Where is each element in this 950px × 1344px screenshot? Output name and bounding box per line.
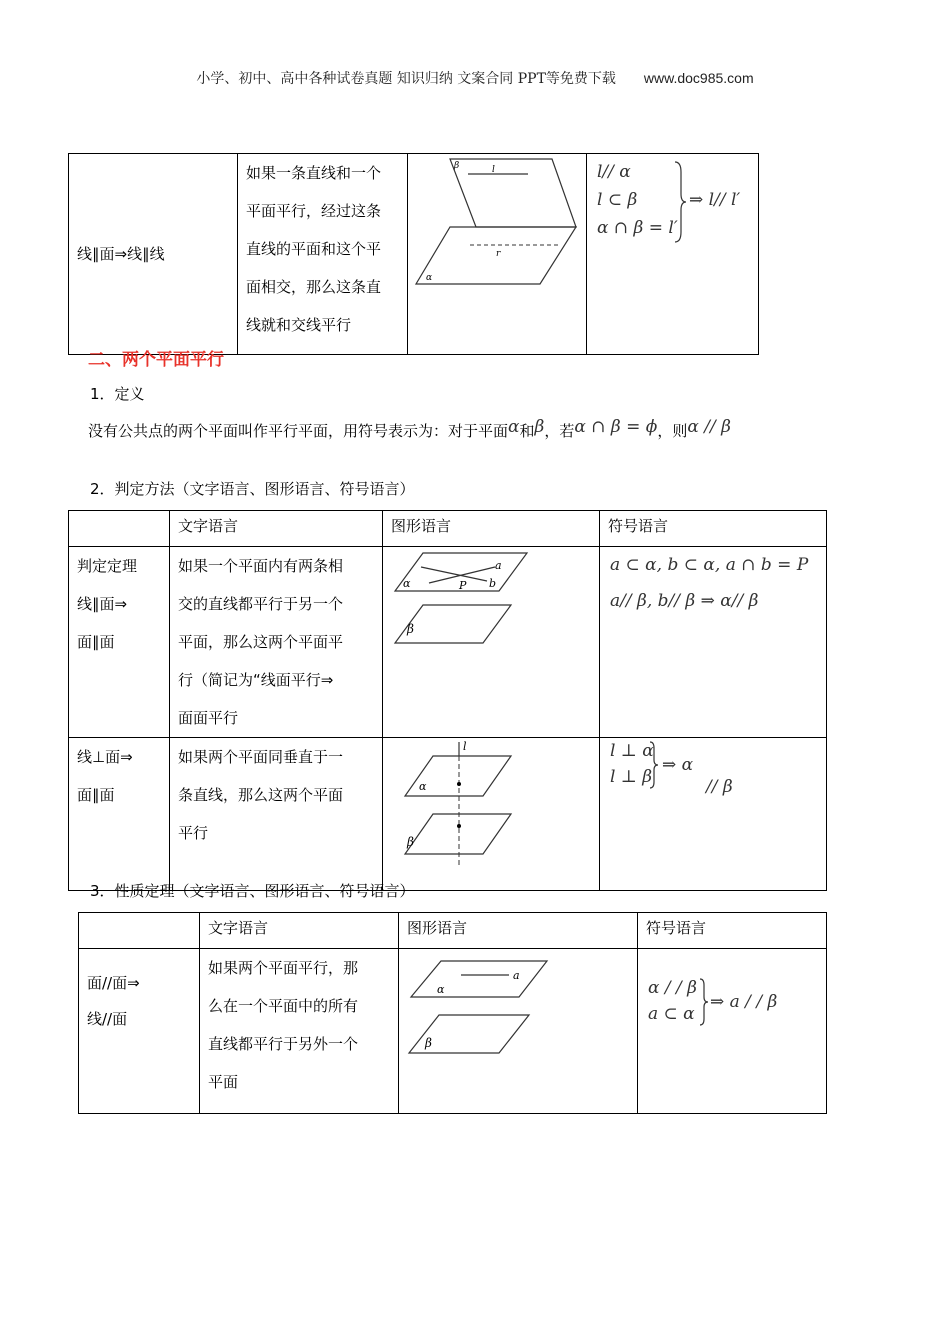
label-a: a (495, 559, 502, 572)
symbol-conclusion: ⇒ l// l′ (689, 190, 741, 210)
header-cell (69, 511, 170, 547)
symbol-cell (600, 547, 827, 738)
text-line: 直线的平面和这个平 (246, 240, 382, 258)
def-conclusion: α // β (687, 417, 731, 437)
label-alpha: α (419, 780, 427, 793)
symbol-line: l// α (597, 162, 631, 182)
text-line: 如果两个平面平行，那 (208, 959, 359, 977)
property-heading: 3．性质定理（文字语言、图形语言、符号语言） (90, 882, 415, 900)
row-label: 线⊥面⇒ (77, 748, 133, 766)
figure-cell (383, 547, 600, 738)
table-judgement (68, 510, 827, 891)
text-line: 么在一个平面中的所有 (208, 997, 359, 1015)
label-alpha: α (403, 577, 411, 590)
row-label-cell (69, 547, 170, 738)
label-alpha: α (437, 983, 445, 996)
row-label-cell (79, 949, 200, 1114)
text-line: 平面平行，经过这条 (246, 202, 382, 220)
figure-cell (408, 154, 587, 355)
definition-text (88, 417, 731, 441)
symbol-line: a ⊂ α (648, 1004, 695, 1024)
figure-cell (383, 738, 600, 891)
section-title: 二、两个平面平行 (88, 350, 224, 370)
label-a: a (513, 969, 520, 982)
plane-line-figure (408, 154, 586, 340)
text-line: 平面 (208, 1073, 239, 1091)
text-line: 如果两个平面同垂直于一 (178, 748, 344, 766)
text-cell (238, 154, 408, 355)
brace-icon (648, 740, 660, 790)
symbol-line: α / / β (648, 978, 697, 998)
brace-icon (673, 160, 687, 244)
text-line: 平行 (178, 824, 209, 842)
parallel-planes-line-figure (399, 949, 635, 1099)
label-alpha: α (426, 273, 433, 283)
text-line: 面面平行 (178, 709, 239, 727)
header-cell: 文字语言 (200, 913, 399, 949)
header-cell: 图形语言 (399, 913, 638, 949)
text-cell (170, 547, 383, 738)
symbol-line: α ∩ β = l′ (597, 218, 678, 238)
two-planes-intersecting-lines-figure (383, 547, 599, 667)
header-cell: 符号语言 (600, 511, 827, 547)
symbol-line: l ⊥ β (610, 767, 653, 787)
def-ze: ，则 (657, 422, 688, 440)
perpendicular-line-planes-figure (383, 738, 599, 876)
text-line: 如果一条直线和一个 (246, 164, 382, 182)
row-label: 线∥面⇒线∥线 (77, 245, 165, 263)
text-line: 直线都平行于另外一个 (208, 1035, 359, 1053)
header-cell: 符号语言 (638, 913, 827, 949)
row-label-cell (69, 154, 238, 355)
text-line: 如果一个平面内有两条相 (178, 557, 344, 575)
row-label: 面//面⇒ (87, 974, 140, 992)
label-b: b (489, 577, 497, 590)
def-beta: β (534, 417, 545, 437)
label-beta: β (425, 1036, 432, 1050)
table-property (78, 912, 827, 1114)
figure-cell (399, 949, 638, 1114)
header-cell: 文字语言 (170, 511, 383, 547)
text-cell (200, 949, 399, 1114)
symbol-conclusion: ⇒ a / / β (710, 992, 778, 1012)
text-line: 交的直线都平行于另一个 (178, 595, 344, 613)
text-line: 面相交，那么这条直 (246, 278, 382, 296)
symbol-cell (600, 738, 827, 891)
row-label-cell (69, 738, 170, 891)
text-line: 线就和交线平行 (246, 316, 352, 334)
symbol-tail: // β (706, 777, 733, 797)
text-line: 平面，那么这两个平面平 (178, 633, 344, 651)
header-cell (79, 913, 200, 949)
judge-heading: 2．判定方法（文字语言、图形语言、符号语言） (90, 480, 415, 498)
label-P: P (459, 579, 467, 592)
def-condition: α ∩ β = ϕ (574, 417, 658, 437)
row-label: 面∥面 (77, 633, 115, 651)
header-cell: 图形语言 (383, 511, 600, 547)
def-and: 和 (519, 422, 535, 440)
header-site: www.doc985.com (643, 70, 754, 86)
text-line: 条直线，那么这两个平面 (178, 786, 344, 804)
label-r: r (496, 249, 501, 259)
def-alpha: α (508, 417, 520, 437)
symbol-line: l ⊂ β (597, 190, 638, 210)
label-beta: β (407, 835, 414, 849)
row-label: 线//面 (87, 1010, 128, 1028)
def-text: 没有公共点的两个平面叫作平行平面，用符号表示为：对于平面 (88, 422, 509, 440)
row-label: 面∥面 (77, 786, 115, 804)
definition-heading: 1．定义 (90, 385, 145, 403)
symbol-line: a// β, b// β ⇒ α// β (610, 591, 759, 611)
symbol-conclusion: ⇒ α (662, 755, 694, 775)
symbol-cell (638, 949, 827, 1114)
text-cell (170, 738, 383, 891)
symbol-cell (587, 154, 759, 355)
text-line: 行（简记为“线面平行⇒ (178, 671, 334, 689)
brace-icon (698, 977, 710, 1027)
symbol-line: l ⊥ α (610, 741, 654, 761)
row-label: 线∥面⇒ (77, 595, 128, 613)
row-label: 判定定理 (77, 557, 138, 575)
label-beta: β (407, 622, 414, 636)
label-l: l (492, 165, 495, 175)
label-beta: β (454, 161, 460, 171)
def-ruo: ，若 (544, 422, 575, 440)
symbol-line: a ⊂ α, b ⊂ α, a ∩ b = P (610, 555, 809, 575)
table-line-plane-to-line-line (68, 153, 759, 355)
page-header (0, 68, 950, 88)
header-text: 小学、初中、高中各种试卷真题 知识归纳 文案合同 PPT等免费下载 (196, 71, 616, 87)
label-l: l (463, 740, 467, 753)
